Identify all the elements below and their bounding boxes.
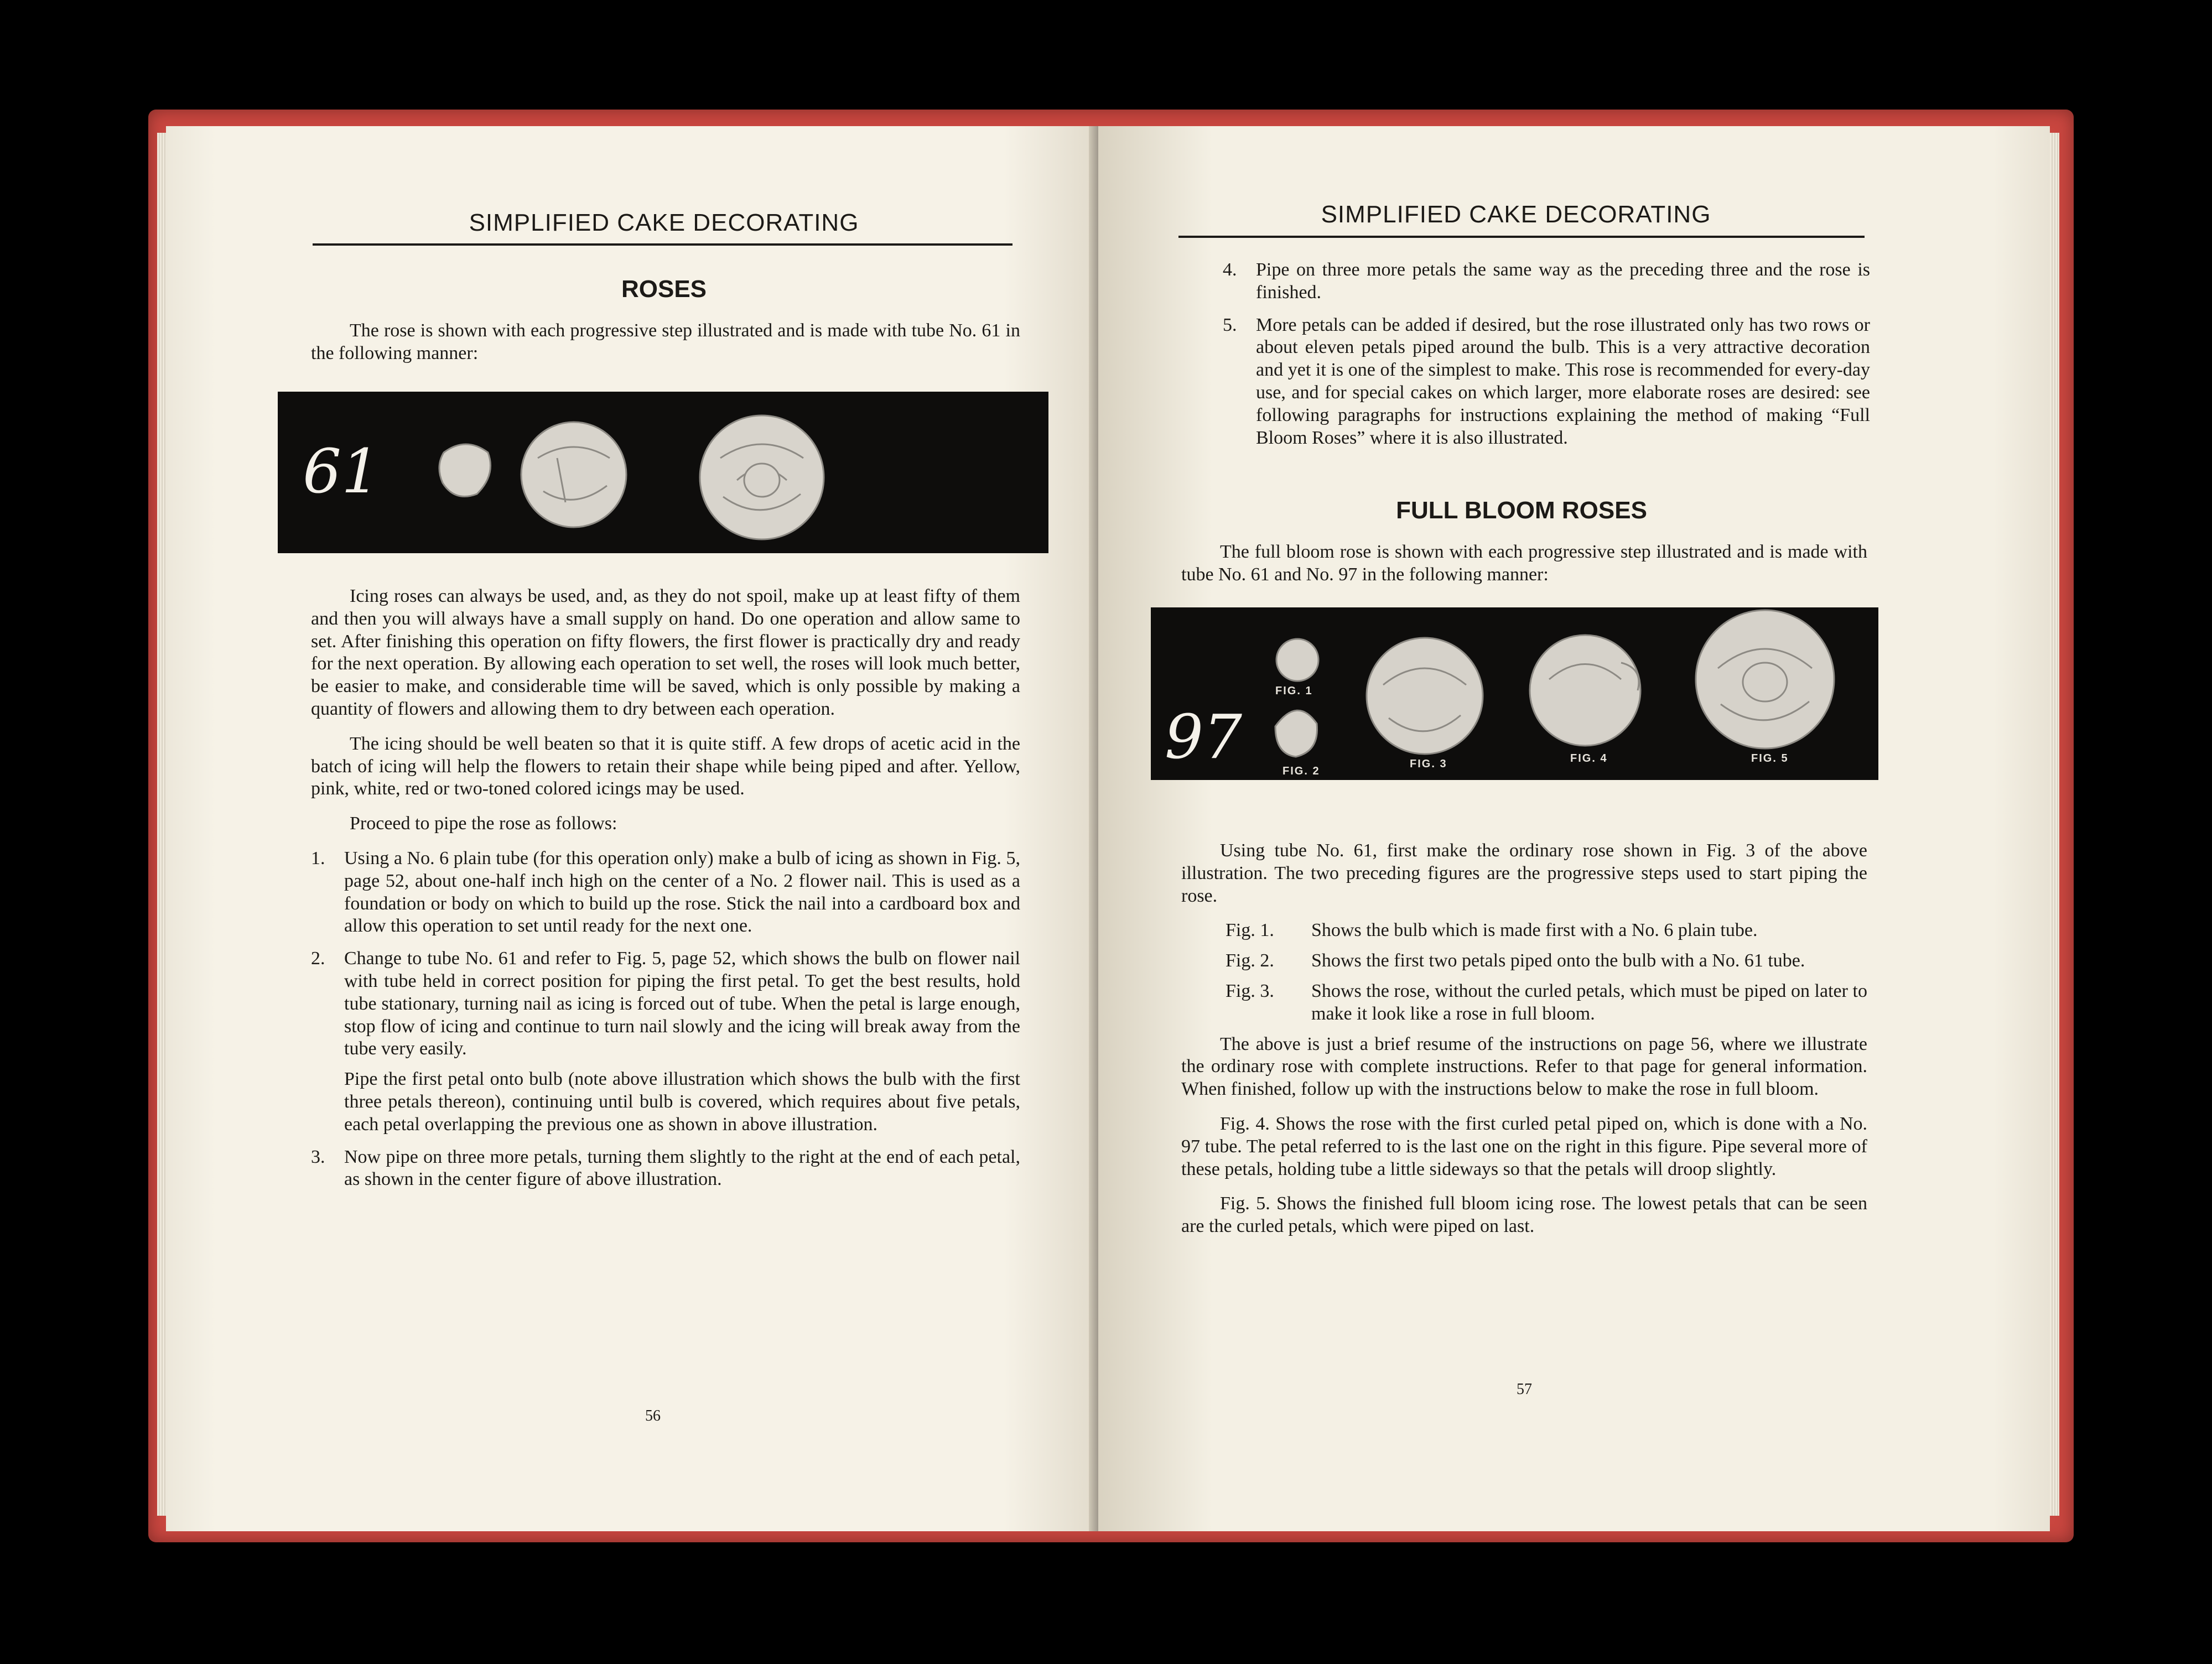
fig-label: FIG. 5 xyxy=(1751,752,1789,765)
step-number: 4. xyxy=(1223,259,1237,280)
fig-label: FIG. 4 xyxy=(1570,752,1608,765)
step-number: 1. xyxy=(311,847,325,869)
step-subtext: Pipe the first petal onto bulb (note above illustration which shows the bulb with the first three petals thereon), continuing until bulb is covered, which requires about five petals, each petal overlapping the previous one as shown in above illustration. xyxy=(344,1069,1020,1135)
right-paragraph-1: Using tube No. 61, first make the ordinary rose shown in Fig. 3 of the above illustration. The two preceding figures are the progressive steps used to start piping the rose. xyxy=(1181,840,1867,906)
page-number: 57 xyxy=(1517,1381,1532,1398)
running-head: SIMPLIFIED CAKE DECORATING xyxy=(469,209,859,236)
step-number: 5. xyxy=(1223,314,1237,335)
proceed-paragraph: Proceed to pipe the rose as follows: xyxy=(350,813,617,834)
fig-label: FIG. 3 xyxy=(1410,758,1447,770)
list-item xyxy=(311,948,1020,1136)
step-number: 3. xyxy=(311,1146,325,1167)
right-page xyxy=(1098,126,2050,1531)
list-item xyxy=(1226,919,1867,942)
step-number: 2. xyxy=(311,948,325,969)
left-paragraph-1: Icing roses can always be used, and, as they do not spoil, make up at least fifty of them and then you will always have a small supply on hand. Do one operation and allow same to set. After finishing this operation on fifty flowers, the first flower is practically dry and ready for the next operation. By allowing each operation to set well, the roses will look much better, be easier to make, and considerable time will be saved, which is only possible by making a quantity of flowers and allowing them to dry between each operation. xyxy=(311,586,1020,719)
intro-paragraph: The full bloom rose is shown with each progressive step illustrated and is made with tube No. 61 and No. 97 in the following manner: xyxy=(1181,542,1867,585)
right-intro-text xyxy=(1181,541,1867,599)
rose-progression-photo xyxy=(278,392,1048,553)
page-number: 56 xyxy=(645,1407,661,1424)
fig-label: FIG. 2 xyxy=(1282,765,1320,777)
right-body-text xyxy=(1181,840,1867,1250)
fig-number: Fig. 3. xyxy=(1226,980,1274,1001)
fig-number: Fig. 1. xyxy=(1226,920,1274,941)
list-item xyxy=(311,847,1020,938)
full-bloom-progression-photo xyxy=(1151,607,1878,780)
intro-text xyxy=(311,320,1020,377)
fig-number: Fig. 2. xyxy=(1226,950,1274,971)
left-steps-list xyxy=(311,847,1020,1191)
right-steps-list xyxy=(1223,259,1870,449)
list-item xyxy=(311,1146,1020,1192)
step-body xyxy=(344,948,1020,1136)
running-head: SIMPLIFIED CAKE DECORATING xyxy=(1321,201,1711,228)
section-heading: ROSES xyxy=(621,275,707,303)
fig-label: FIG. 1 xyxy=(1275,685,1313,697)
step-text: Change to tube No. 61 and refer to Fig. 5, page 52, which shows the bulb on flower nail with tube held in correct position for piping the first petal. To get the best results, hold tube stationary, turning nail as icing is forced out of tube. When the petal is large enough, stop flow of icing and continue to turn nail slowly and the icing will break away from the tube very easily. xyxy=(344,948,1020,1059)
left-body-text xyxy=(311,585,1020,1201)
fig-text: Shows the first two petals piped onto the bulb with a No. 61 tube. xyxy=(1311,950,1805,971)
step-text: Now pipe on three more petals, turning them slightly to the right at the end of each petal, as shown in the center figure of above illustration. xyxy=(344,1146,1020,1190)
intro-paragraph: The rose is shown with each progressive step illustrated and is made with tube No. 61 in the following manner: xyxy=(311,320,1020,363)
right-paragraph-3: Fig. 4. Shows the rose with the first curled petal piped on, which is done with a No. 97 tube. The petal referred to is the last one on the right in this figure. Pipe several more of these petals, holding tube a little sideways so that the petals will droop slightly. xyxy=(1181,1113,1867,1179)
right-paragraph-2: The above is just a brief resume of the instructions on page 56, where we illustrate the ordinary rose with complete instructions. Refer to that page for general information. When finished, follow up with the instructions below to make the rose in full bloom. xyxy=(1181,1033,1867,1100)
list-item xyxy=(1226,980,1867,1026)
right-paragraph-4: Fig. 5. Shows the finished full bloom icing rose. The lowest petals that can be seen are the curled petals, which were piped on last. xyxy=(1181,1193,1867,1237)
figure-descriptions xyxy=(1181,919,1867,1025)
left-page xyxy=(166,126,1118,1531)
left-paragraph-2: The icing should be well beaten so that it is quite stiff. A few drops of acetic acid in the batch of icing will help the flowers to retain their shape while being piped and after. Yellow, pink, white, red or two-toned colored icings may be used. xyxy=(311,733,1020,799)
header-rule xyxy=(1178,236,1865,238)
step-text: Using a No. 6 plain tube (for this operation only) make a bulb of icing as shown in Fig. 5, page 52, about one-half inch high on the center of a No. 2 flower nail. This is used as a foundation or body on which to build up the rose. Stick the nail into a cardboard box and allow this operation to set until ready for the next one. xyxy=(344,847,1020,937)
list-item xyxy=(1223,314,1870,450)
right-top-text xyxy=(1223,259,1870,459)
header-rule xyxy=(313,243,1012,246)
tube-number-label: 97 xyxy=(1165,701,1242,772)
fig-text: Shows the bulb which is made first with a No. 6 plain tube. xyxy=(1311,920,1758,941)
rose-illustrations xyxy=(278,392,1048,553)
step-text: Pipe on three more petals the same way as the preceding three and the rose is finished. xyxy=(1256,259,1870,303)
section-heading: FULL BLOOM ROSES xyxy=(1396,497,1647,524)
list-item xyxy=(1226,950,1867,973)
step-text: More petals can be added if desired, but the rose illustrated only has two rows or about eleven petals piped around the bulb. This is a very attractive decoration and yet it is one of the simplest to make. This rose is recommended for every-day use, and for special cakes on which larger, more elaborate roses are desired: see following paragraphs for instructions explaining the method of making “Full Bloom Roses” where it is also illustrated. xyxy=(1256,314,1870,448)
fig-text: Shows the rose, without the curled petals, which must be piped on later to make it look like a rose in full bloom. xyxy=(1311,980,1867,1024)
list-item xyxy=(1223,259,1870,304)
tube-number-label: 61 xyxy=(303,436,380,507)
